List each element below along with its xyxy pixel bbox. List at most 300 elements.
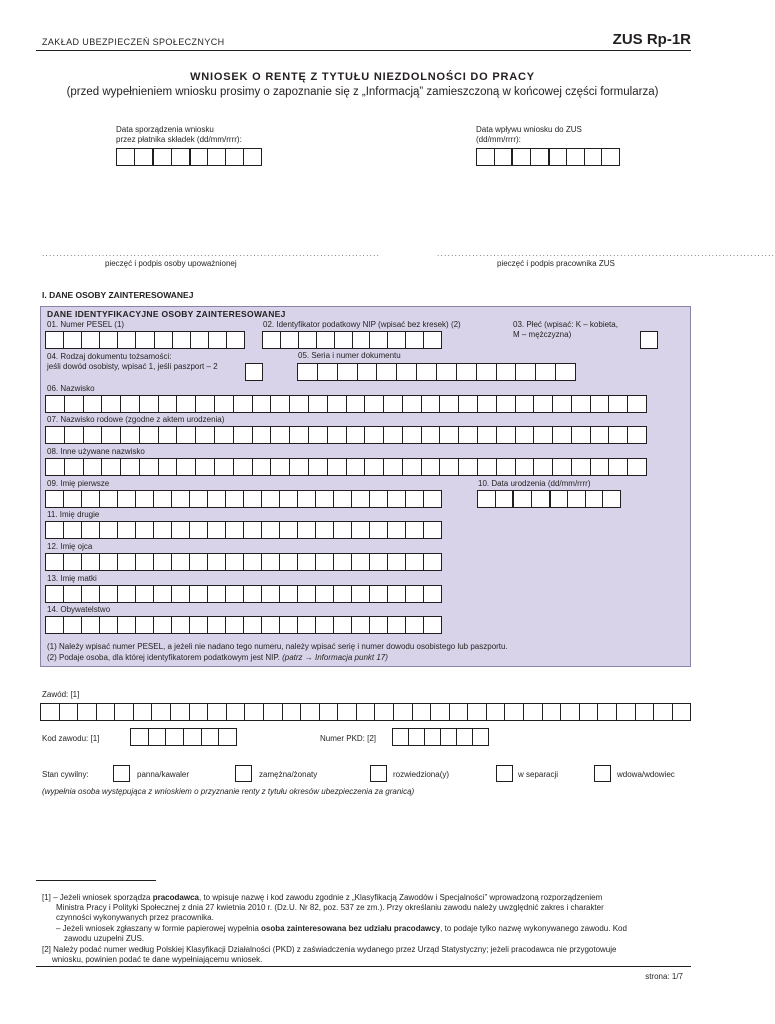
char-cell[interactable] [226, 617, 244, 633]
char-cell[interactable] [365, 459, 384, 475]
char-cell[interactable] [388, 617, 406, 633]
char-cell[interactable] [280, 522, 298, 538]
char-cell[interactable] [280, 586, 298, 602]
char-cell[interactable] [136, 554, 154, 570]
char-cell[interactable] [190, 522, 208, 538]
char-cell[interactable] [82, 617, 100, 633]
char-cell[interactable] [388, 332, 406, 348]
char-cell[interactable] [135, 149, 154, 165]
char-cell[interactable] [172, 522, 190, 538]
char-cell[interactable] [283, 704, 302, 720]
char-cell[interactable] [172, 586, 190, 602]
char-cell[interactable] [358, 364, 378, 380]
char-cell[interactable] [505, 704, 524, 720]
char-cell[interactable] [46, 332, 64, 348]
char-cell[interactable] [298, 522, 316, 538]
char-cell[interactable] [673, 704, 691, 720]
char-cell[interactable] [384, 427, 403, 443]
char-cell[interactable] [370, 586, 388, 602]
char-cell[interactable] [609, 459, 628, 475]
char-cell[interactable] [534, 396, 553, 412]
char-cell[interactable] [347, 459, 366, 475]
char-cell[interactable] [309, 459, 328, 475]
char-cell[interactable] [424, 554, 441, 570]
char-cell[interactable] [159, 459, 178, 475]
char-cell[interactable] [591, 459, 610, 475]
char-cell[interactable] [264, 704, 283, 720]
pesel-input[interactable] [45, 331, 245, 349]
char-cell[interactable] [532, 491, 551, 507]
char-cell[interactable] [191, 332, 209, 348]
char-cell[interactable] [497, 459, 516, 475]
char-cell[interactable] [609, 396, 628, 412]
char-cell[interactable] [347, 427, 366, 443]
char-cell[interactable] [524, 704, 543, 720]
char-cell[interactable] [64, 491, 82, 507]
char-cell[interactable] [227, 332, 244, 348]
char-cell[interactable] [370, 332, 388, 348]
char-cell[interactable] [347, 396, 366, 412]
char-cell[interactable] [262, 617, 280, 633]
char-cell[interactable] [102, 427, 121, 443]
char-cell[interactable] [406, 617, 424, 633]
char-cell[interactable] [513, 149, 531, 165]
char-cell[interactable] [281, 332, 299, 348]
char-cell[interactable] [298, 586, 316, 602]
char-cell[interactable] [316, 586, 334, 602]
char-cell[interactable] [487, 704, 506, 720]
char-cell[interactable] [234, 459, 253, 475]
char-cell[interactable] [131, 729, 149, 745]
char-cell[interactable] [478, 396, 497, 412]
char-cell[interactable] [334, 554, 352, 570]
char-cell[interactable] [159, 396, 178, 412]
char-cell[interactable] [100, 554, 118, 570]
char-cell[interactable] [253, 427, 272, 443]
char-cell[interactable] [140, 427, 159, 443]
marital-single-checkbox[interactable] [113, 765, 130, 782]
char-cell[interactable] [424, 617, 441, 633]
char-cell[interactable] [636, 704, 655, 720]
char-cell[interactable] [271, 459, 290, 475]
char-cell[interactable] [384, 396, 403, 412]
char-cell[interactable] [377, 364, 397, 380]
char-cell[interactable] [497, 427, 516, 443]
char-cell[interactable] [172, 491, 190, 507]
occupation-code-input[interactable] [130, 728, 237, 746]
char-cell[interactable] [226, 522, 244, 538]
char-cell[interactable] [190, 554, 208, 570]
char-cell[interactable] [328, 427, 347, 443]
char-cell[interactable] [309, 396, 328, 412]
char-cell[interactable] [118, 491, 136, 507]
char-cell[interactable] [65, 459, 84, 475]
marital-widowed-checkbox[interactable] [594, 765, 611, 782]
char-cell[interactable] [208, 522, 226, 538]
char-cell[interactable] [64, 522, 82, 538]
char-cell[interactable] [403, 459, 422, 475]
char-cell[interactable] [215, 427, 234, 443]
char-cell[interactable] [155, 332, 173, 348]
char-cell[interactable] [384, 459, 403, 475]
char-cell[interactable] [154, 586, 172, 602]
char-cell[interactable] [440, 459, 459, 475]
char-cell[interactable] [353, 332, 371, 348]
char-cell[interactable] [298, 617, 316, 633]
char-cell[interactable] [140, 396, 159, 412]
char-cell[interactable] [244, 491, 262, 507]
char-cell[interactable] [154, 491, 172, 507]
char-cell[interactable] [516, 427, 535, 443]
char-cell[interactable] [209, 332, 227, 348]
char-cell[interactable] [172, 149, 191, 165]
char-cell[interactable] [338, 704, 357, 720]
char-cell[interactable] [534, 459, 553, 475]
char-cell[interactable] [177, 459, 196, 475]
char-cell[interactable] [603, 491, 620, 507]
char-cell[interactable] [102, 396, 121, 412]
char-cell[interactable] [298, 364, 318, 380]
char-cell[interactable] [409, 729, 425, 745]
char-cell[interactable] [591, 427, 610, 443]
char-cell[interactable] [46, 554, 64, 570]
char-cell[interactable] [149, 729, 167, 745]
char-cell[interactable] [46, 586, 64, 602]
char-cell[interactable] [459, 427, 478, 443]
char-cell[interactable] [388, 522, 406, 538]
char-cell[interactable] [190, 704, 209, 720]
char-cell[interactable] [64, 332, 82, 348]
char-cell[interactable] [516, 459, 535, 475]
char-cell[interactable] [422, 427, 441, 443]
char-cell[interactable] [413, 704, 432, 720]
char-cell[interactable] [299, 332, 317, 348]
char-cell[interactable] [208, 491, 226, 507]
char-cell[interactable] [437, 364, 457, 380]
char-cell[interactable] [154, 522, 172, 538]
char-cell[interactable] [567, 149, 585, 165]
char-cell[interactable] [136, 586, 154, 602]
char-cell[interactable] [136, 491, 154, 507]
char-cell[interactable] [406, 586, 424, 602]
char-cell[interactable] [136, 522, 154, 538]
char-cell[interactable] [422, 396, 441, 412]
char-cell[interactable] [191, 149, 209, 165]
char-cell[interactable] [227, 704, 246, 720]
surname-input[interactable] [45, 395, 647, 413]
char-cell[interactable] [118, 332, 136, 348]
char-cell[interactable] [64, 586, 82, 602]
char-cell[interactable] [352, 522, 370, 538]
first-name-input[interactable] [45, 490, 442, 508]
char-cell[interactable] [253, 459, 272, 475]
char-cell[interactable] [406, 522, 424, 538]
char-cell[interactable] [617, 704, 636, 720]
char-cell[interactable] [226, 586, 244, 602]
char-cell[interactable] [253, 396, 272, 412]
char-cell[interactable] [495, 149, 514, 165]
char-cell[interactable] [422, 459, 441, 475]
char-cell[interactable] [406, 554, 424, 570]
char-cell[interactable] [154, 554, 172, 570]
nip-input[interactable] [262, 331, 442, 349]
char-cell[interactable] [561, 704, 580, 720]
char-cell[interactable] [406, 491, 424, 507]
char-cell[interactable] [208, 704, 227, 720]
char-cell[interactable] [234, 396, 253, 412]
char-cell[interactable] [628, 396, 646, 412]
char-cell[interactable] [262, 491, 280, 507]
citizenship-input[interactable] [45, 616, 442, 634]
char-cell[interactable] [177, 427, 196, 443]
char-cell[interactable] [425, 729, 441, 745]
char-cell[interactable] [46, 617, 64, 633]
char-cell[interactable] [478, 459, 497, 475]
char-cell[interactable] [280, 617, 298, 633]
char-cell[interactable] [280, 491, 298, 507]
char-cell[interactable] [208, 617, 226, 633]
char-cell[interactable] [531, 149, 550, 165]
char-cell[interactable] [184, 729, 202, 745]
char-cell[interactable] [357, 704, 376, 720]
char-cell[interactable] [514, 491, 532, 507]
second-name-input[interactable] [45, 521, 442, 539]
char-cell[interactable] [234, 427, 253, 443]
char-cell[interactable] [202, 729, 220, 745]
char-cell[interactable] [370, 554, 388, 570]
father-name-input[interactable] [45, 553, 442, 571]
char-cell[interactable] [628, 427, 646, 443]
char-cell[interactable] [572, 427, 591, 443]
char-cell[interactable] [244, 617, 262, 633]
char-cell[interactable] [121, 396, 140, 412]
char-cell[interactable] [397, 364, 417, 380]
char-cell[interactable] [301, 704, 320, 720]
char-cell[interactable] [166, 729, 184, 745]
char-cell[interactable] [60, 704, 79, 720]
char-cell[interactable] [208, 586, 226, 602]
char-cell[interactable] [516, 364, 536, 380]
char-cell[interactable] [84, 427, 103, 443]
char-cell[interactable] [316, 491, 334, 507]
char-cell[interactable] [46, 491, 64, 507]
char-cell[interactable] [568, 491, 586, 507]
char-cell[interactable] [457, 729, 473, 745]
char-cell[interactable] [394, 704, 413, 720]
char-cell[interactable] [417, 364, 437, 380]
char-cell[interactable] [388, 586, 406, 602]
char-cell[interactable] [82, 554, 100, 570]
char-cell[interactable] [478, 427, 497, 443]
char-cell[interactable] [100, 586, 118, 602]
char-cell[interactable] [244, 554, 262, 570]
char-cell[interactable] [152, 704, 171, 720]
char-cell[interactable] [134, 704, 153, 720]
char-cell[interactable] [196, 396, 215, 412]
char-cell[interactable] [121, 459, 140, 475]
char-cell[interactable] [516, 396, 535, 412]
char-cell[interactable] [208, 149, 226, 165]
char-cell[interactable] [468, 704, 487, 720]
char-cell[interactable] [598, 704, 617, 720]
char-cell[interactable] [290, 427, 309, 443]
char-cell[interactable] [450, 704, 469, 720]
char-cell[interactable] [370, 491, 388, 507]
char-cell[interactable] [534, 427, 553, 443]
char-cell[interactable] [115, 704, 134, 720]
char-cell[interactable] [46, 522, 64, 538]
char-cell[interactable] [171, 704, 190, 720]
char-cell[interactable] [271, 427, 290, 443]
char-cell[interactable] [572, 459, 591, 475]
char-cell[interactable] [424, 332, 441, 348]
char-cell[interactable] [215, 459, 234, 475]
char-cell[interactable] [393, 729, 409, 745]
birth-date-input[interactable] [477, 490, 621, 508]
char-cell[interactable] [102, 459, 121, 475]
char-cell[interactable] [497, 396, 516, 412]
char-cell[interactable] [440, 427, 459, 443]
char-cell[interactable] [263, 332, 281, 348]
char-cell[interactable] [473, 729, 488, 745]
char-cell[interactable] [375, 704, 394, 720]
char-cell[interactable] [244, 522, 262, 538]
char-cell[interactable] [262, 586, 280, 602]
char-cell[interactable] [271, 396, 290, 412]
char-cell[interactable] [46, 427, 65, 443]
char-cell[interactable] [140, 459, 159, 475]
char-cell[interactable] [154, 617, 172, 633]
char-cell[interactable] [215, 396, 234, 412]
char-cell[interactable] [551, 491, 569, 507]
char-cell[interactable] [334, 617, 352, 633]
char-cell[interactable] [477, 149, 495, 165]
char-cell[interactable] [190, 491, 208, 507]
id-doc-type-input[interactable] [245, 363, 263, 381]
char-cell[interactable] [226, 149, 244, 165]
char-cell[interactable] [585, 149, 603, 165]
char-cell[interactable] [318, 364, 338, 380]
char-cell[interactable] [298, 491, 316, 507]
char-cell[interactable] [316, 617, 334, 633]
char-cell[interactable] [82, 491, 100, 507]
char-cell[interactable] [572, 396, 591, 412]
char-cell[interactable] [65, 427, 84, 443]
char-cell[interactable] [334, 586, 352, 602]
char-cell[interactable] [65, 396, 84, 412]
char-cell[interactable] [553, 427, 572, 443]
char-cell[interactable] [440, 396, 459, 412]
char-cell[interactable] [172, 554, 190, 570]
char-cell[interactable] [478, 491, 496, 507]
char-cell[interactable] [553, 396, 572, 412]
char-cell[interactable] [159, 427, 178, 443]
char-cell[interactable] [118, 617, 136, 633]
birth-surname-input[interactable] [45, 426, 647, 444]
char-cell[interactable] [280, 554, 298, 570]
char-cell[interactable] [424, 522, 441, 538]
char-cell[interactable] [328, 459, 347, 475]
char-cell[interactable] [190, 586, 208, 602]
char-cell[interactable] [118, 554, 136, 570]
char-cell[interactable] [338, 364, 358, 380]
char-cell[interactable] [403, 396, 422, 412]
char-cell[interactable] [536, 364, 556, 380]
char-cell[interactable] [335, 332, 353, 348]
char-cell[interactable] [262, 522, 280, 538]
char-cell[interactable] [556, 364, 575, 380]
char-cell[interactable] [309, 427, 328, 443]
mother-name-input[interactable] [45, 585, 442, 603]
char-cell[interactable] [496, 491, 515, 507]
char-cell[interactable] [365, 396, 384, 412]
char-cell[interactable] [424, 491, 441, 507]
char-cell[interactable] [298, 554, 316, 570]
char-cell[interactable] [334, 491, 352, 507]
char-cell[interactable] [316, 522, 334, 538]
char-cell[interactable] [177, 396, 196, 412]
char-cell[interactable] [78, 704, 97, 720]
char-cell[interactable] [352, 554, 370, 570]
char-cell[interactable] [173, 332, 191, 348]
char-cell[interactable] [457, 364, 477, 380]
char-cell[interactable] [82, 332, 100, 348]
char-cell[interactable] [190, 617, 208, 633]
char-cell[interactable] [317, 332, 335, 348]
char-cell[interactable] [100, 491, 118, 507]
char-cell[interactable] [196, 427, 215, 443]
char-cell[interactable] [406, 332, 424, 348]
char-cell[interactable] [543, 704, 562, 720]
char-cell[interactable] [334, 522, 352, 538]
char-cell[interactable] [64, 617, 82, 633]
id-doc-number-input[interactable] [297, 363, 576, 381]
char-cell[interactable] [64, 554, 82, 570]
char-cell[interactable] [459, 459, 478, 475]
char-cell[interactable] [118, 522, 136, 538]
char-cell[interactable] [136, 617, 154, 633]
char-cell[interactable] [290, 459, 309, 475]
char-cell[interactable] [328, 396, 347, 412]
marital-married-checkbox[interactable] [235, 765, 252, 782]
char-cell[interactable] [580, 704, 599, 720]
char-cell[interactable] [46, 459, 65, 475]
char-cell[interactable] [97, 704, 116, 720]
char-cell[interactable] [136, 332, 154, 348]
char-cell[interactable] [84, 459, 103, 475]
prep-date-input[interactable] [116, 148, 262, 166]
char-cell[interactable] [154, 149, 172, 165]
char-cell[interactable] [352, 617, 370, 633]
char-cell[interactable] [244, 149, 261, 165]
char-cell[interactable] [82, 586, 100, 602]
pkd-input[interactable] [392, 728, 489, 746]
char-cell[interactable] [352, 586, 370, 602]
char-cell[interactable] [84, 396, 103, 412]
char-cell[interactable] [591, 396, 610, 412]
char-cell[interactable] [172, 617, 190, 633]
char-cell[interactable] [602, 149, 619, 165]
char-cell[interactable] [654, 704, 673, 720]
char-cell[interactable] [226, 491, 244, 507]
char-cell[interactable] [82, 522, 100, 538]
char-cell[interactable] [431, 704, 450, 720]
char-cell[interactable] [320, 704, 339, 720]
char-cell[interactable] [553, 459, 572, 475]
char-cell[interactable] [290, 396, 309, 412]
char-cell[interactable] [100, 522, 118, 538]
char-cell[interactable] [262, 554, 280, 570]
